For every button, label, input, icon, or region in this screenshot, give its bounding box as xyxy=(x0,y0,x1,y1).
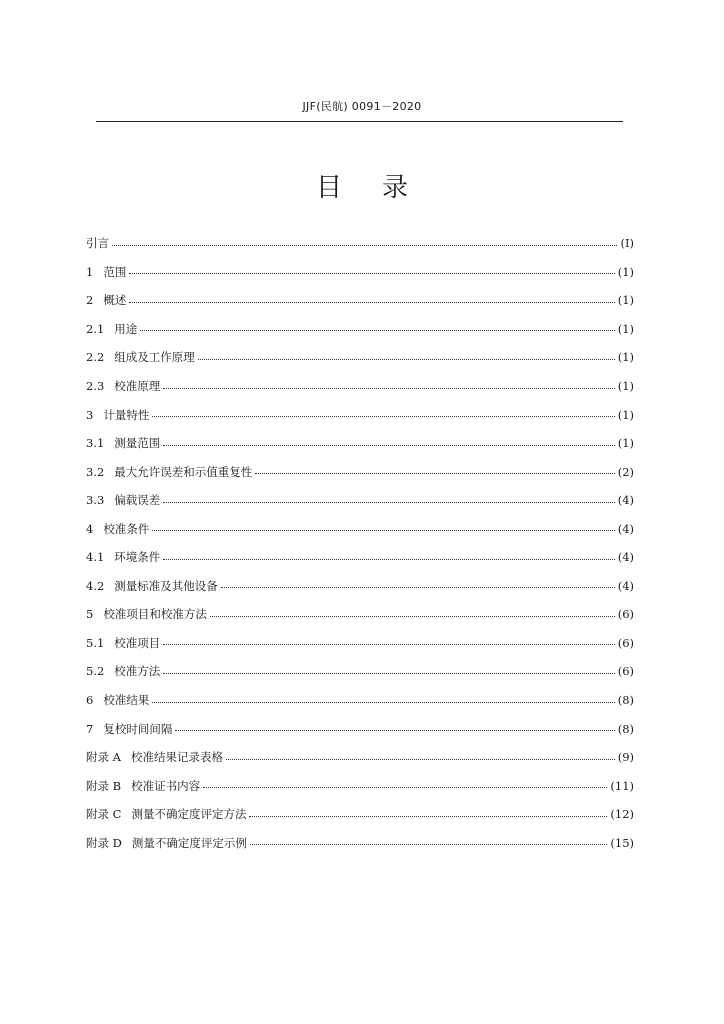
toc-entry-title: 用途 xyxy=(114,321,138,336)
toc-dot-leader xyxy=(210,616,615,617)
toc-entry-title: 校准方法 xyxy=(114,664,161,679)
toc-entry-title: 复校时间间隔 xyxy=(103,721,173,736)
toc-entry-title: 校准证书内容 xyxy=(131,778,201,793)
toc-entry[interactable] xyxy=(86,543,634,572)
toc-entry-label xyxy=(86,692,149,708)
toc-entry-page: (1) xyxy=(617,379,634,393)
table-of-contents xyxy=(86,229,634,857)
toc-entry[interactable] xyxy=(86,743,634,772)
toc-entry-title: 环境条件 xyxy=(114,550,161,565)
toc-entry-label xyxy=(86,749,223,765)
toc-dot-leader xyxy=(152,702,614,703)
toc-entry-number: 附录 D xyxy=(86,835,122,850)
toc-entry-number: 2 xyxy=(86,293,94,308)
toc-entry[interactable] xyxy=(86,315,634,344)
toc-entry[interactable] xyxy=(86,629,634,658)
toc-dot-leader xyxy=(163,559,614,560)
toc-dot-leader xyxy=(198,359,615,360)
toc-entry-page: (9) xyxy=(617,750,634,765)
toc-dot-leader xyxy=(163,673,614,674)
toc-entry-title: 计量特性 xyxy=(103,407,150,422)
toc-entry-title: 测量范围 xyxy=(114,436,161,451)
toc-entry-label xyxy=(86,235,109,251)
toc-entry-number: 3.2 xyxy=(86,464,105,479)
toc-entry-label xyxy=(86,835,247,851)
toc-dot-leader xyxy=(226,759,615,760)
toc-entry-label xyxy=(86,464,252,480)
toc-dot-leader xyxy=(152,416,614,417)
toc-entry-title: 校准项目和校准方法 xyxy=(103,607,207,622)
toc-dot-leader xyxy=(129,273,614,274)
toc-entry-page: (6) xyxy=(617,607,634,622)
toc-entry-page: (4) xyxy=(617,550,634,565)
toc-entry-title: 引言 xyxy=(86,236,109,251)
toc-entry[interactable] xyxy=(86,286,634,315)
toc-entry-number: 5 xyxy=(86,607,94,622)
toc-entry-number: 2.1 xyxy=(86,321,105,336)
toc-dot-leader xyxy=(255,473,614,474)
toc-entry-number: 1 xyxy=(86,264,94,279)
toc-entry[interactable] xyxy=(86,514,634,543)
toc-entry-title: 校准结果 xyxy=(103,693,150,708)
toc-entry[interactable] xyxy=(86,657,634,686)
page-title: 目录 xyxy=(315,173,448,204)
toc-entry[interactable] xyxy=(86,686,634,715)
toc-entry-page: (12) xyxy=(610,807,634,822)
toc-entry-number: 附录 B xyxy=(86,778,122,793)
toc-entry[interactable] xyxy=(86,429,634,458)
toc-dot-leader xyxy=(163,502,614,503)
toc-entry[interactable] xyxy=(86,600,634,629)
toc-entry-label xyxy=(86,521,149,537)
toc-entry-page: (1) xyxy=(617,321,634,336)
toc-entry[interactable] xyxy=(86,457,634,486)
toc-entry-label xyxy=(86,378,160,394)
toc-entry-page: (1) xyxy=(617,436,634,451)
toc-dot-leader xyxy=(163,388,614,389)
toc-entry-label xyxy=(86,492,160,508)
toc-entry[interactable] xyxy=(86,400,634,429)
toc-entry-number: 附录 C xyxy=(86,807,122,822)
toc-entry-page: (8) xyxy=(617,721,634,736)
toc-entry[interactable] xyxy=(86,800,634,829)
toc-entry-page: (11) xyxy=(610,778,634,793)
toc-entry-number: 2.3 xyxy=(86,379,105,393)
toc-entry-page: (4) xyxy=(617,493,634,508)
toc-entry-page: (1) xyxy=(617,350,634,365)
toc-entry-number: 6 xyxy=(86,693,94,708)
toc-dot-leader xyxy=(112,245,617,246)
toc-entry-title: 最大允许误差和示值重复性 xyxy=(114,464,253,479)
toc-entry-page: (2) xyxy=(617,464,634,479)
toc-entry[interactable] xyxy=(86,828,634,857)
toc-entry-label xyxy=(86,264,126,280)
toc-entry-label xyxy=(86,578,218,594)
toc-entry[interactable] xyxy=(86,229,634,258)
toc-entry-label xyxy=(86,721,172,737)
toc-dot-leader xyxy=(163,644,614,645)
toc-entry[interactable] xyxy=(86,714,634,743)
toc-dot-leader xyxy=(163,445,614,446)
toc-entry-page: (6) xyxy=(617,635,634,650)
toc-entry-page: (1) xyxy=(617,264,634,279)
toc-entry-label xyxy=(86,549,160,565)
toc-entry-number: 2.2 xyxy=(86,350,105,365)
toc-entry-title: 校准原理 xyxy=(114,379,161,393)
toc-entry-title: 测量不确定度评定示例 xyxy=(131,835,247,850)
toc-entry-page: (1) xyxy=(617,407,634,422)
toc-entry-number: 3.1 xyxy=(86,436,105,451)
toc-entry-label xyxy=(86,663,160,679)
toc-dot-leader xyxy=(250,844,608,845)
toc-dot-leader xyxy=(152,530,614,531)
toc-entry-number: 4.1 xyxy=(86,550,105,565)
toc-entry-page: (6) xyxy=(617,664,634,679)
toc-entry-number: 3.3 xyxy=(86,493,105,508)
toc-dot-leader xyxy=(221,587,615,588)
toc-entry[interactable] xyxy=(86,486,634,515)
toc-entry-title: 组成及工作原理 xyxy=(114,350,195,365)
document-code: JJF(民航) 0091－2020 xyxy=(302,100,422,113)
toc-entry-number: 附录 A xyxy=(86,750,121,765)
toc-entry-label xyxy=(86,635,160,651)
toc-entry-label xyxy=(86,407,149,423)
toc-entry-title: 测量不确定度评定方法 xyxy=(131,807,247,822)
header-divider xyxy=(96,121,623,122)
toc-entry-page: (1) xyxy=(617,293,634,308)
toc-entry-page: (Ⅰ) xyxy=(620,236,634,251)
toc-dot-leader xyxy=(249,816,607,817)
toc-entry-number: 7 xyxy=(86,721,94,736)
toc-entry-title: 校准结果记录表格 xyxy=(130,750,223,765)
toc-entry-label xyxy=(86,806,246,822)
toc-entry-number: 4 xyxy=(86,521,94,536)
toc-entry-title: 校准条件 xyxy=(103,521,150,536)
toc-entry-title: 偏载误差 xyxy=(114,493,161,508)
toc-entry-number: 5.1 xyxy=(86,635,105,650)
toc-entry-label xyxy=(86,292,126,308)
toc-dot-leader xyxy=(203,787,607,788)
toc-entry-number: 4.2 xyxy=(86,578,105,593)
toc-entry-page: (15) xyxy=(610,835,634,850)
toc-entry-label xyxy=(86,349,195,365)
toc-entry[interactable] xyxy=(86,372,634,401)
toc-entry-page: (4) xyxy=(617,521,634,536)
toc-entry-label xyxy=(86,321,137,337)
toc-entry-number: 3 xyxy=(86,407,94,422)
toc-entry-label xyxy=(86,606,207,622)
toc-entry[interactable] xyxy=(86,258,634,287)
toc-entry-label xyxy=(86,435,160,451)
toc-dot-leader xyxy=(175,730,614,731)
toc-dot-leader xyxy=(140,330,614,331)
toc-entry[interactable] xyxy=(86,343,634,372)
toc-entry-title: 概述 xyxy=(103,293,127,308)
toc-entry-number: 5.2 xyxy=(86,664,105,679)
toc-entry-page: (8) xyxy=(617,693,634,708)
toc-entry-page: (4) xyxy=(617,578,634,593)
toc-entry-title: 测量标准及其他设备 xyxy=(114,578,218,593)
toc-entry[interactable] xyxy=(86,572,634,601)
toc-entry-label xyxy=(86,778,200,794)
toc-dot-leader xyxy=(129,302,614,303)
toc-entry[interactable] xyxy=(86,771,634,800)
toc-entry-title: 范围 xyxy=(103,264,127,279)
toc-entry-title: 校准项目 xyxy=(114,635,161,650)
